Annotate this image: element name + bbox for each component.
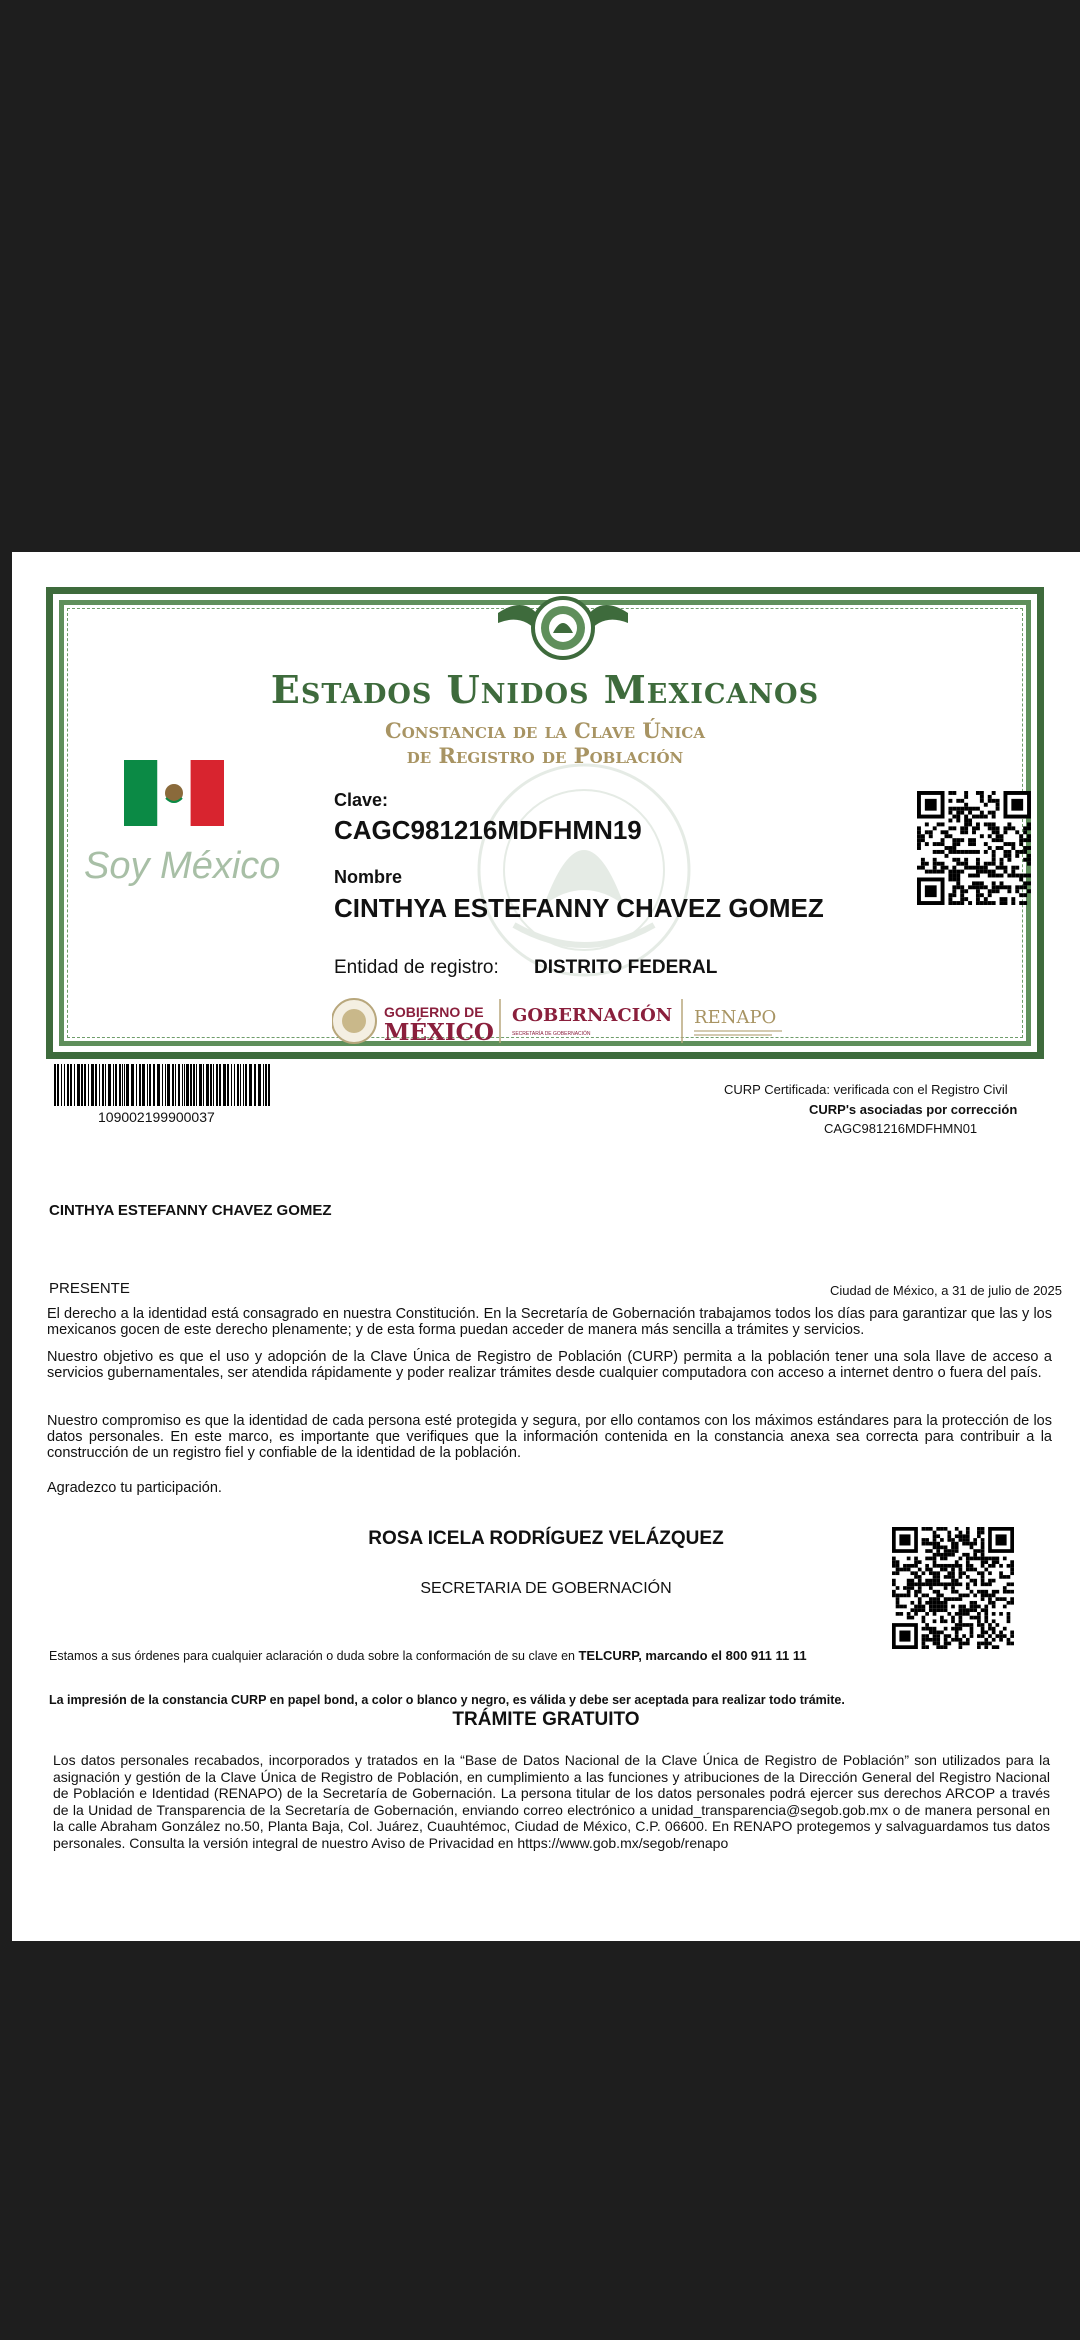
- curp-certificate: [46, 587, 1044, 1059]
- nombre-value: CINTHYA ESTEFANNY CHAVEZ GOMEZ: [334, 893, 824, 923]
- presente-label: PRESENTE: [49, 1280, 130, 1297]
- qr-code: [917, 791, 1031, 905]
- certificate-subtitle: de Registro de Población: [406, 743, 684, 768]
- entidad-label: Entidad de registro:: [334, 957, 499, 978]
- qr-code: [892, 1527, 1014, 1649]
- certificate-subtitle: Constancia de la Clave Única: [385, 718, 705, 743]
- contact-text: Estamos a sus órdenes para cualquier aclaración o duda sobre la conformación de su clave en: [49, 1649, 579, 1663]
- letter-paragraph: El derecho a la identidad está consagrado en nuestra Constitución. En la Secretaría de Gobernación trabajamos todos los días para garantizar que las y los mexicanos gocen de este derecho plenamente; y de esta forma puedan acceder de manera más sencilla a trámites y servicios.: [47, 1306, 1052, 1338]
- recipient-name: CINTHYA ESTEFANNY CHAVEZ GOMEZ: [49, 1202, 332, 1219]
- free-procedure-heading: TRÁMITE GRATUITO: [452, 1709, 640, 1730]
- contact-note: [49, 1648, 807, 1663]
- seal-watermark: [454, 755, 714, 985]
- letter-date: Ciudad de México, a 31 de julio de 2025: [830, 1283, 1062, 1298]
- telcurp-number: TELCURP, marcando el 800 911 11 11: [578, 1648, 807, 1663]
- associated-curps-label: CURP's asociadas por corrección: [809, 1102, 1018, 1117]
- print-validity-note: La impresión de la constancia CURP en papel bond, a color o blanco y negro, es válida y debe ser aceptada para realizar todo trámite.: [49, 1693, 845, 1707]
- government-logos: [332, 995, 792, 1047]
- document-page: [12, 552, 1080, 1941]
- barcode: [54, 1064, 272, 1106]
- clave-value: CAGC981216MDFHMN19: [334, 815, 642, 845]
- entidad-value: DISTRITO FEDERAL: [534, 957, 718, 978]
- letter-paragraph: Agradezco tu participación.: [47, 1480, 222, 1496]
- letter-paragraph: Nuestro objetivo es que el uso y adopción de la Clave Única de Registro de Población (CURP) permita a la población tener una sola llave de acceso a servicios gubernamentales, ser atendida rápidamente y poder realizar trámites desde cualquier computadora con acceso a internet dentro o fuera del país.: [47, 1349, 1052, 1381]
- privacy-notice: Los datos personales recabados, incorporados y tratados en la “Base de Datos Nacional de la Clave Única de Registro de Población” son utilizados para la asignación y gestión de la Clave Única de Registro de Población, en cumplimiento a las funciones y atribuciones de la Dirección General del Registro Nacional de Población e Identidad (RENAPO) de la Secretaría de Gobernación. La persona titular de los datos personales podrá ejercer sus derechos ARCOP a través de la Unidad de Transparencia de la Secretaría de Gobernación, enviando correo electrónico a unidad_transparencia@segob.gob.mx o de manera personal en la calle Abraham González no.50, Planta Baja, Col. Juárez, Cuauhtémoc, Ciudad de México, C.P. 06600. En RENAPO protegemos y salvaguardamos tus datos personales. Consulta la versión integral de nuestro Aviso de Privacidad en https://www.gob.mx/segob/renapo: [53, 1752, 1050, 1851]
- curp-certified-note: CURP Certificada: verificada con el Registro Civil: [724, 1082, 1008, 1097]
- signer-name: ROSA ICELA RODRÍGUEZ VELÁZQUEZ: [368, 1528, 724, 1549]
- soy-mexico-logo: Soy México: [84, 845, 281, 887]
- svg-text:GOBERNACIÓN: GOBERNACIÓN: [512, 1005, 673, 1026]
- mexico-flag: [124, 760, 224, 826]
- barcode-number: 109002199900037: [98, 1109, 215, 1125]
- certificate-title: Estados Unidos Mexicanos: [270, 667, 820, 712]
- certificate-border: [59, 600, 1031, 1046]
- clave-label: Clave:: [334, 790, 389, 810]
- nombre-label: Nombre: [334, 867, 403, 887]
- svg-text:RENAPO: RENAPO: [694, 1007, 777, 1028]
- letter-paragraph: Nuestro compromiso es que la identidad de cada persona esté protegida y segura, por ello contamos con los máximos estándares para la protección de los datos personales. En este marco, es importante que verifiques que la información contenida en la constancia anexa sea correcta para contribuir a la construcción de un registro fiel y confiable de la identidad de la población.: [47, 1413, 1052, 1461]
- associated-curp-value: CAGC981216MDFHMN01: [824, 1121, 978, 1136]
- svg-text:GOBIERNO DE: GOBIERNO DE: [384, 1004, 484, 1020]
- signer-title: SECRETARIA DE GOBERNACIÓN: [420, 1580, 672, 1597]
- svg-text:SECRETARÍA DE GOBERNACIÓN: SECRETARÍA DE GOBERNACIÓN: [512, 1031, 591, 1037]
- coat-of-arms-emblem: [498, 593, 628, 663]
- svg-text:MÉXICO: MÉXICO: [384, 1019, 494, 1046]
